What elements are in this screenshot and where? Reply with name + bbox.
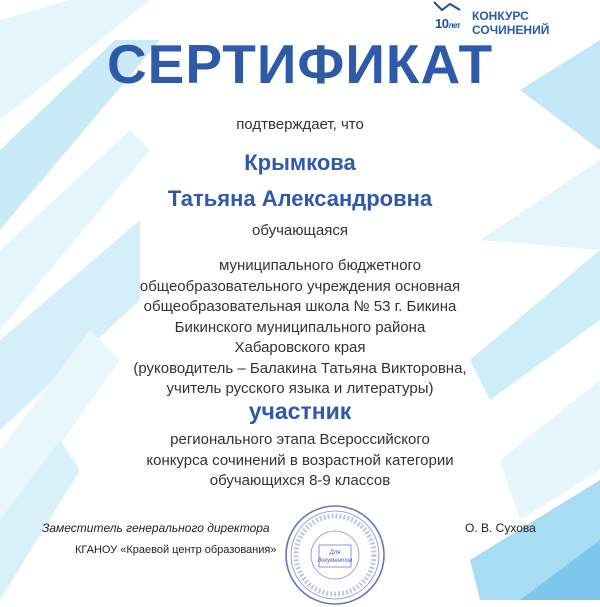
logo-anniversary-number: 10 [435, 16, 449, 31]
school-line: общеобразовательная школа № 53 г. Бикина [143, 298, 457, 315]
stage-line: обучающихся 8-9 классов [209, 472, 391, 489]
signatory-organization: КГАНОУ «Краевой центр образования» [75, 544, 277, 556]
stamp-inner-text: Для [329, 550, 341, 556]
signatory-name: О. В. Сухова [465, 521, 536, 535]
school-line: Хабаровского края [234, 339, 366, 356]
logo-mark-icon [432, 0, 462, 12]
recipient-status: обучающаяся [252, 222, 348, 239]
contest-stage [0, 430, 600, 492]
school-line: муниципального бюджетного [218, 257, 422, 274]
school-line: общеобразовательного учреждения основная [139, 277, 461, 295]
recipient-given-name: Татьяна Александровна [167, 186, 433, 211]
logo-anniversary [435, 16, 460, 31]
school-line: (руководитель – Балакина Татьяна Викторовна, [133, 359, 467, 377]
logo-line-2: КОНКУРС [472, 9, 529, 23]
school-description [0, 256, 600, 400]
stamp-inner-text-2: документов [317, 558, 353, 564]
school-line: Бикинского муниципального района [174, 318, 426, 336]
logo-line-3: СОЧИНЕНИЙ [472, 23, 550, 37]
certificate-title: СЕРТИФИКАТ [106, 33, 494, 95]
logo-anniversary-word: лет [448, 21, 461, 30]
stage-line: конкурса сочинений в возрастной категории [146, 451, 454, 469]
confirms-text: подтверждает, что [236, 116, 364, 133]
signatory-position: Заместитель генерального директора [42, 521, 270, 535]
school-line: учитель русского языка и литературы) [166, 380, 434, 397]
stage-line: регионального этапа Всероссийского [170, 431, 430, 448]
recipient-surname: Крымкова [244, 150, 356, 175]
participant-role: участник [248, 398, 352, 424]
official-stamp [283, 503, 387, 607]
